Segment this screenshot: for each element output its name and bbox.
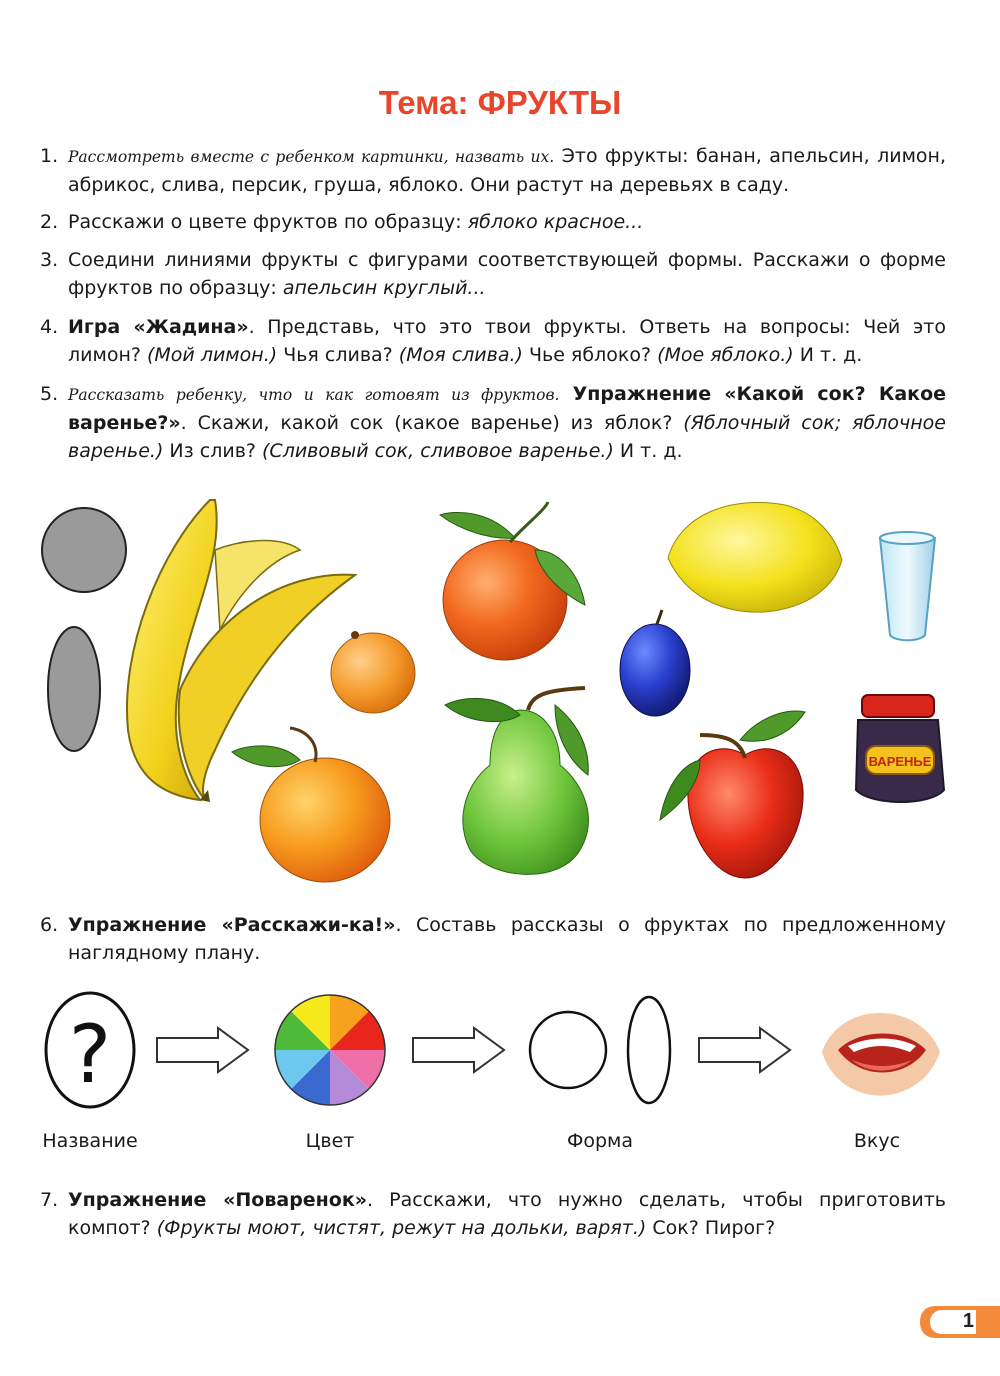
- task-7: [40, 1186, 946, 1242]
- apricot-image: [331, 631, 415, 713]
- task-text: Это фрукты: банан, апельсин, лимон, абрикос, слива, персик, груша, яблоко. Они растут на деревьях в саду.: [68, 145, 946, 196]
- task-answer: (Яблочный сок; яблочное варенье.): [68, 412, 946, 462]
- task-answer: (Сливовый сок, сливовое варенье.): [262, 440, 614, 462]
- task-number: 5.: [40, 383, 59, 405]
- task-heading: Упражнение «Расскажи-ка!»: [68, 914, 396, 936]
- apple-image: [660, 711, 805, 878]
- arrow-right-icon: [413, 1028, 504, 1072]
- task-answer: (Моя слива.): [398, 344, 523, 366]
- gray-circle-shape: [42, 508, 126, 592]
- gray-oval-shape: [48, 627, 100, 751]
- question-icon: [46, 993, 134, 1107]
- plan-label-color: Цвет: [305, 1130, 355, 1152]
- task-text: Соедини линиями фрукты с фигурами соответствующей формы. Расскажи о форме фруктов по образцу:: [68, 249, 946, 299]
- task-text: Из слив?: [163, 440, 263, 462]
- task-example: апельсин круглый...: [282, 277, 486, 299]
- task-text: Сок? Пирог?: [646, 1217, 776, 1239]
- color-wheel-icon: [275, 995, 385, 1105]
- task-number: 4.: [40, 316, 59, 338]
- pear-image: [445, 688, 588, 874]
- task-text: . Представь, что это твои фрукты. Ответь на вопросы: Чей это лимон?: [68, 316, 946, 366]
- circle-shape-icon: [530, 1012, 606, 1088]
- task-number: 1.: [40, 145, 59, 167]
- task-3: [40, 246, 946, 302]
- task-1: [40, 142, 946, 199]
- task-answer: (Фрукты моют, чистят, режут на дольки, варят.): [156, 1217, 647, 1239]
- jam-jar-image: [856, 695, 944, 802]
- arrow-right-icon: [699, 1028, 790, 1072]
- plan-label-name: Название: [42, 1130, 138, 1152]
- task-2: [40, 208, 946, 236]
- task-answer: (Мое яблоко.): [657, 344, 794, 366]
- task-heading: Упражнение «Какой сок? Какое варенье?»: [68, 383, 947, 434]
- mouth-icon: [822, 1013, 940, 1096]
- task-6: [40, 911, 946, 967]
- task-text: И т. д.: [613, 440, 683, 462]
- svg-text:?: ?: [68, 1008, 112, 1101]
- task-number: 6.: [40, 914, 59, 936]
- task-text: Чье яблоко?: [522, 344, 658, 366]
- task-example: яблоко красное...: [467, 211, 644, 233]
- page-number-tab: [916, 1302, 1000, 1342]
- task-4: [40, 313, 946, 369]
- task-heading: Игра «Жадина»: [68, 316, 249, 338]
- task-answer: (Мой лимон.): [147, 344, 278, 366]
- task-number: 7.: [40, 1189, 59, 1211]
- task-text: Чья слива?: [277, 344, 399, 366]
- task-text: . Расскажи, что нужно сделать, чтобы приготовить компот?: [68, 1189, 946, 1239]
- jam-label: ВАРЕНЬЕ: [868, 754, 932, 769]
- task-instruction: Рассмотреть вместе с ребенком картинки, назвать их.: [68, 148, 555, 166]
- glass-image: [880, 532, 935, 640]
- task-text: . Составь рассказы о фруктах по предложенному наглядному плану.: [68, 914, 946, 964]
- task-5: [40, 380, 946, 465]
- oval-shape-icon: [628, 997, 670, 1103]
- task-instruction: Рассказать ребенку, что и как готовят из фруктов.: [68, 386, 560, 404]
- task-number: 2.: [40, 211, 59, 233]
- story-plan-diagram: [0, 990, 1000, 1120]
- page-number: 1: [962, 1310, 974, 1332]
- plum-image: [620, 610, 690, 716]
- page-title: Тема: ФРУКТЫ: [378, 84, 622, 121]
- orange-image: [440, 502, 585, 660]
- plan-label-shape: Форма: [566, 1130, 634, 1152]
- arrow-right-icon: [157, 1028, 248, 1072]
- task-text: . Скажи, какой сок (какое варенье) из яблок?: [180, 412, 684, 434]
- plan-label-taste: Вкус: [853, 1130, 901, 1152]
- fruits-illustration: [0, 490, 1000, 900]
- task-number: 3.: [40, 249, 59, 271]
- peach-image: [232, 728, 390, 882]
- task-text: И т. д.: [793, 344, 863, 366]
- task-text: Расскажи о цвете фруктов по образцу:: [68, 211, 468, 233]
- task-heading: Упражнение «Поваренок»: [68, 1189, 368, 1211]
- lemon-image: [668, 502, 842, 612]
